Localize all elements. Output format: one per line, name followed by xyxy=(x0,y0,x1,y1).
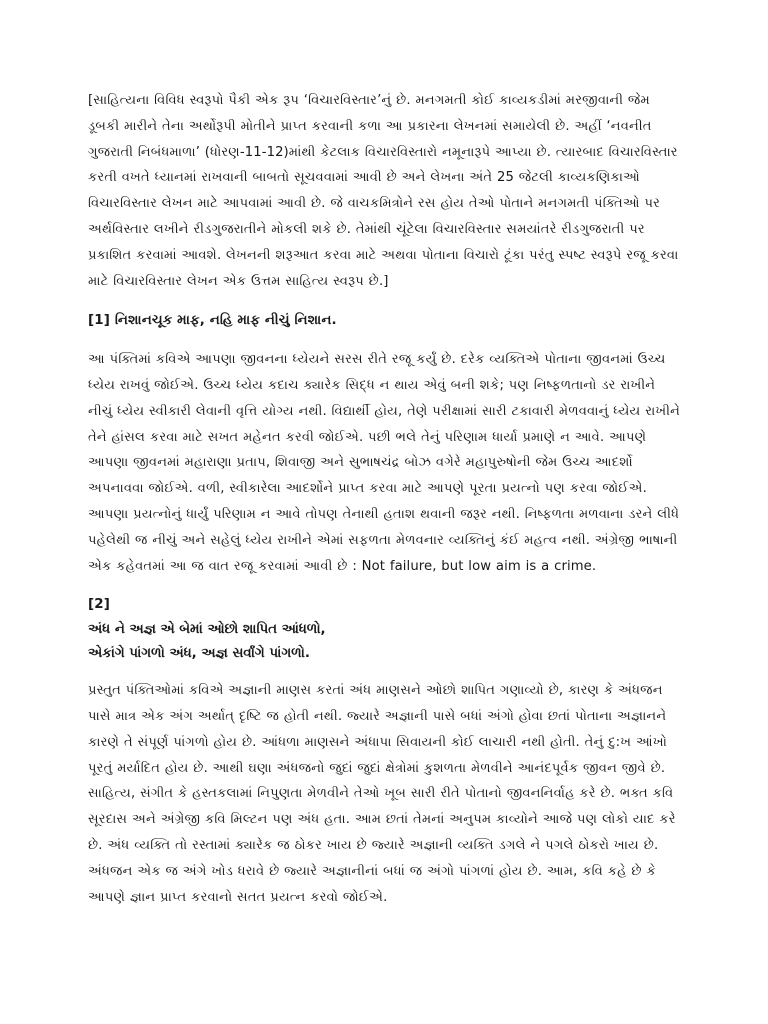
section-2-poem xyxy=(88,618,684,666)
poem-line-2: એકાંગે પાંગળો અંધ, અજ્ઞ સર્વાંગે પાંગળો. xyxy=(88,646,310,662)
intro-paragraph: [સાહિત્યના વિવિધ સ્વરૂપો પૈકી એક રૂપ ‘વિચારવિસ્તાર’નું છે. મનગમતી કોઈ કાવ્યકડીમાં મરજીવાની જેમ ડૂબકી મારીને તેના અર્થોરૂપી મોતીને પ્રાપ્ત કરવાની કળા આ પ્રકારના લેખનમાં સમાયેલી છે. અહીં ‘નવનીત ગુજરાતી નિબંધમાળા’ (ધોરણ-11-12)માંથી કેટલાક વિચારવિસ્તારો નમૂનારૂપે આપ્યા છે. ત્યારબાદ વિચારવિસ્તાર કરતી વખતે ધ્યાનમાં રાખવાની બાબતો સૂચવવામાં આવી છે અને લેખના અંતે 25 જેટલી કાવ્યકણિકાઓ વિચારવિસ્તાર લેખન માટે આપવામાં આવી છે. જે વાચકમિત્રોને રસ હોય તેઓ પોતાને મનગમતી પંક્તિઓ પર અર્થવિસ્તાર લખીને રીડગુજરાતીને મોકલી શકે છે. તેમાંથી ચૂંટેલા વિચારવિસ્તાર સમયાંતરે રીડગુજરાતી પર પ્રકાશિત કરવામાં આવશે. લેખનની શરૂઆત કરવા માટે અથવા પોતાના વિચારો ટૂંકા પરંતુ સ્પષ્ટ સ્વરૂપે રજૂ કરવા માટે વિચારવિસ્તાર લેખન એક ઉત્તમ સાહિત્ય સ્વરૂપ છે.] xyxy=(88,93,679,289)
document-page xyxy=(88,88,684,910)
section-1-heading: [1] નિશાનચૂક માફ, નહિ માફ નીચું નિશાન. xyxy=(88,313,337,329)
section-2-heading: [2] xyxy=(88,597,111,613)
poem-line-1: અંધ ને અજ્ઞ એ બેમાં ઓછો શાપિત આંધળો, xyxy=(88,622,326,638)
section-2-paragraph: પ્રસ્તુત પંક્તિઓમાં કવિએ અજ્ઞાની માણસ કરતાં અંધ માણસને ઓછો શાપિત ગણાવ્યો છે, કારણ કે અંધજન પાસે માત્ર એક અંગ અર્થાત્ દૃષ્ટિ જ હોતી નથી. જ્યારે અજ્ઞાની પાસે બધાં અંગો હોવા છતાં પોતાના અજ્ઞાનને કારણે તે સંપૂર્ણ પાંગળો હોય છે. આંધળા માણસને અંધાપા સિવાયની કોઈ લાચારી નથી હોતી. તેનું દુ:ખ આંખો પૂરતું મર્યાદિત હોય છે. આથી ઘણા અંધજનો જુદાં જુદાં ક્ષેત્રોમાં કુશળતા મેળવીને આનંદપૂર્વક જીવન જીવે છે. સાહિત્ય, સંગીત કે હસ્તકલામાં નિપુણતા મેળવીને તેઓ ખૂબ સારી રીતે પોતાનો જીવનનિર્વાહ કરે છે. ભક્ત કવિ સૂરદાસ અને અંગ્રેજી કવિ મિલ્ટન પણ અંધ હતા. આમ છતાં તેમનાં અનુપમ કાવ્યોને આજે પણ લોકો યાદ કરે છે. અંધ વ્યક્તિ તો રસ્તામાં ક્યારેક જ ઠોકર ખાય છે જ્યારે અજ્ઞાની વ્યક્તિ ડગલે ને પગલે ઠોકરો ખાય છે. અંધજન એક જ અંગે ખોડ ધરાવે છે જ્યારે અજ્ઞાનીનાં બધાં જ અંગો પાંગળાં હોય છે. આમ, કવિ કહે છે કે આપણે જ્ઞાન પ્રાપ્ત કરવાનો સતત પ્રયત્ન કરવો જોઈએ. xyxy=(88,683,676,905)
section-1-paragraph: આ પંક્તિમાં કવિએ આપણા જીવનના ધ્યેયને સરસ રીતે રજૂ કર્યું છે. દરેક વ્યક્તિએ પોતાના જીવનમાં ઉચ્ચ ધ્યેય રાખવું જોઈએ. ઉચ્ચ ધ્યેય કદાચ ક્યારેક સિદ્ધ ન થાય એવું બની શકે; પણ નિષ્ફળતાનો ડર રાખીને નીચું ધ્યેય સ્વીકારી લેવાની વૃત્તિ યોગ્ય નથી. વિદ્યાર્થી હોય, તેણે પરીક્ષામાં સારી ટકાવારી મેળવવાનું ધ્યેય રાખીને તેને હાંસલ કરવા માટે સખત મહેનત કરવી જોઈએ. પછી ભલે તેનું પરિણામ ધાર્યા પ્રમાણે ન આવે. આપણે આપણા જીવનમાં મહારાણા પ્રતાપ, શિવાજી અને સુભાષચંદ્ર બોઝ વગેરે મહાપુરુષોની જેમ ઉચ્ચ આદર્શો અપનાવવા જોઈએ. વળી, સ્વીકારેલા આદર્શોને પ્રાપ્ત કરવા માટે આપણે પૂરતા પ્રયત્નો પણ કરવા જોઈએ. આપણા પ્રયત્નોનું ધાર્યું પરિણામ ન આવે તોપણ તેનાથી હતાશ થવાની જરૂર નથી. નિષ્ફળતા મળવાના ડરને લીધે પહેલેથી જ નીચું અને સહેલું ધ્યેય રાખીને એમાં સફળતા મેળવનાર વ્યક્તિનું કંઈ મહત્વ નથી. અંગ્રેજી ભાષાની એક કહેવતમાં આ જ વાત રજૂ કરવામાં આવી છે : Not failure, but low aim is a crime. xyxy=(88,352,681,574)
